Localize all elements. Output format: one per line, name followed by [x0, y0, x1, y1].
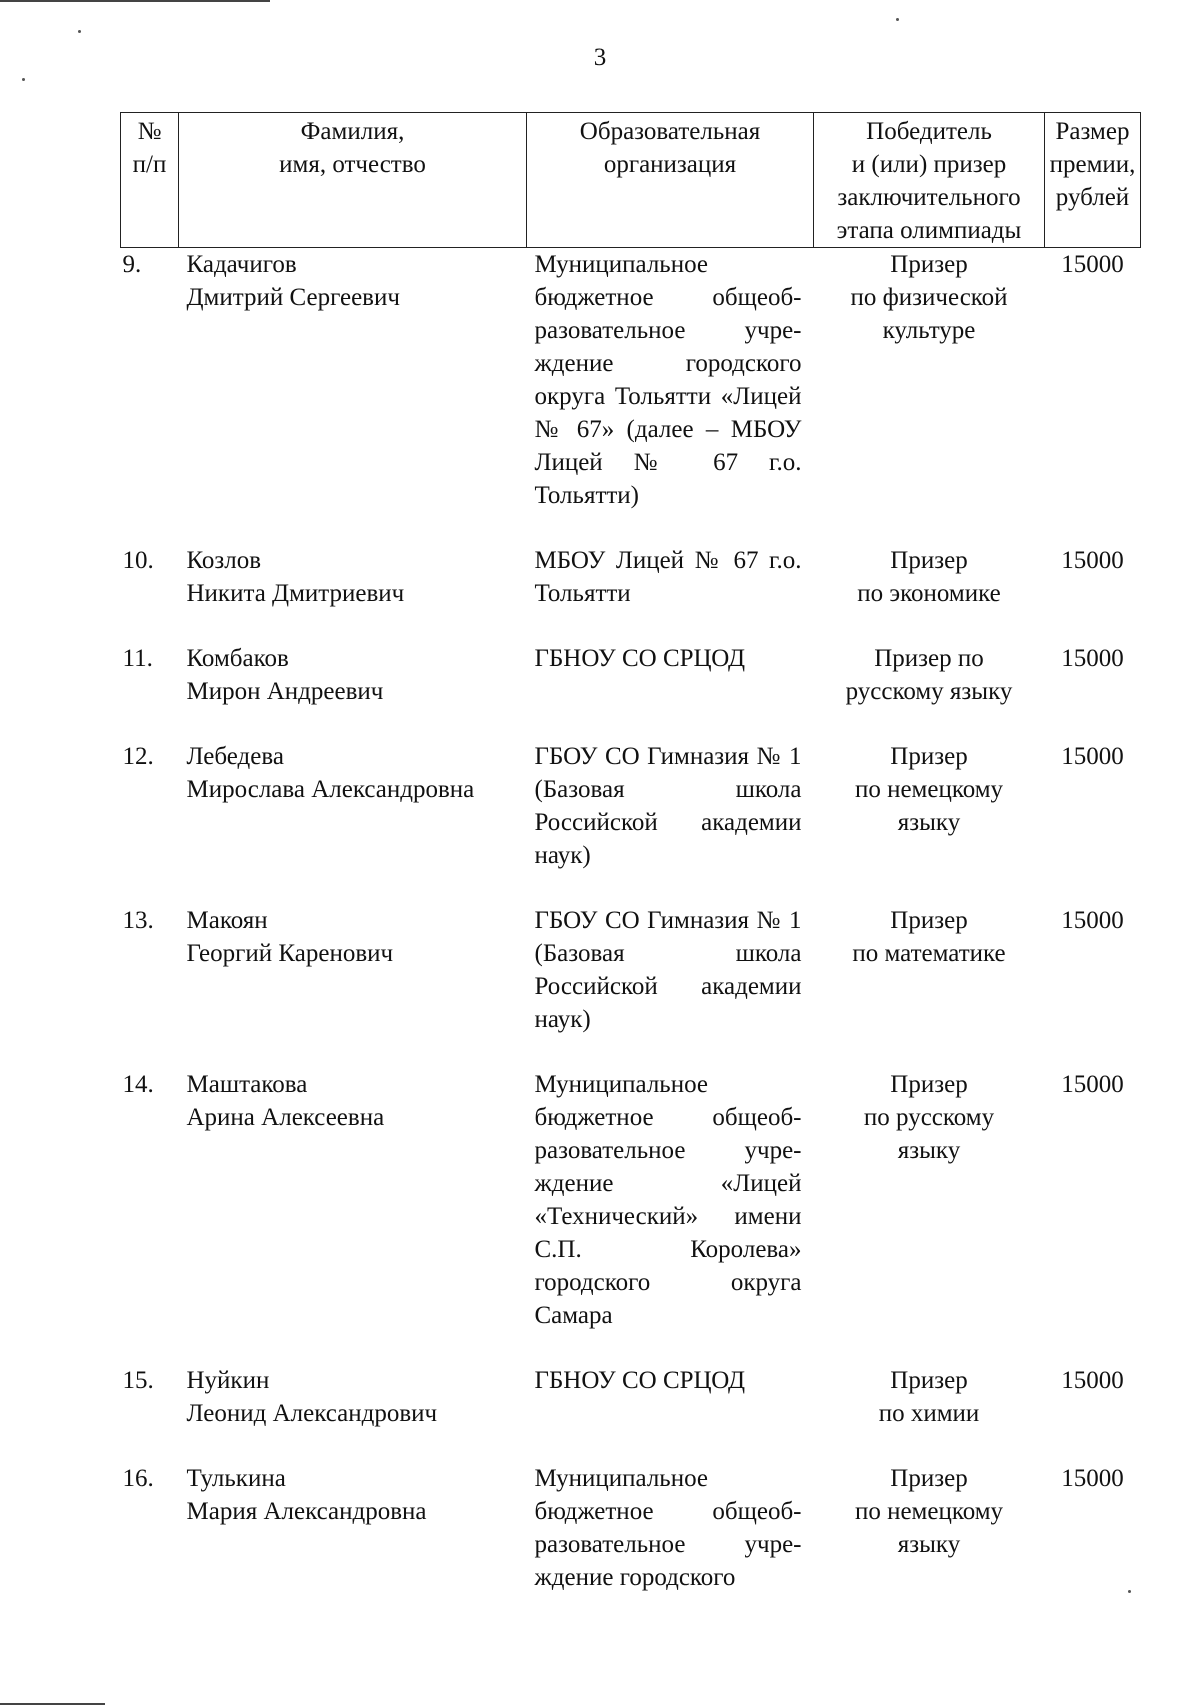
- row-organization: Муниципальное бюджетное общеобразовательное учреждение городского округа Тольятти «Лицей № 67» (далее – МБОУ Лицей № 67 г.о. Тольятти): [534, 251, 802, 509]
- row-number: 15.: [122, 1367, 154, 1394]
- row-full-name: Тулькина Мария Александровна: [186, 1465, 427, 1525]
- row-status: Призер по русскому языку: [863, 1071, 995, 1164]
- row-full-name: Нуйкин Леонид Александрович: [186, 1367, 438, 1427]
- header-amount: Размер премии, рублей: [1045, 113, 1141, 248]
- table-row: [121, 248, 1141, 545]
- scan-speck: [78, 30, 81, 33]
- row-organization: ГБНОУ СО СРЦОД: [534, 645, 746, 672]
- laureates-table: [120, 112, 1141, 1626]
- table-row: [121, 1068, 1141, 1364]
- table-row: [121, 904, 1141, 1068]
- row-number: 14.: [122, 1071, 154, 1098]
- row-full-name: Лебедева Мирослава Александровна: [186, 743, 475, 803]
- table-row: [121, 740, 1141, 904]
- row-number: 12.: [122, 743, 154, 770]
- row-amount: 15000: [1061, 547, 1124, 574]
- row-organization: ГБОУ СО Гимназия № 1 (Базовая школа Российской академии наук): [534, 743, 802, 869]
- row-organization: Муниципальное бюджетное общеобразовательное учреждение городского: [534, 1465, 802, 1591]
- row-status: Призер по математике: [852, 907, 1006, 967]
- row-status: Призер по русскому языку: [845, 645, 1013, 705]
- row-status: Призер по немецкому языку: [854, 1465, 1004, 1558]
- row-amount: 15000: [1061, 645, 1124, 672]
- row-number: 16.: [122, 1465, 154, 1492]
- row-full-name: Кадачигов Дмитрий Сергеевич: [186, 251, 400, 311]
- scan-top-edge-line: [0, 0, 270, 2]
- header-number: № п/п: [121, 113, 179, 248]
- row-organization: МБОУ Лицей № 67 г.о. Тольятти: [534, 547, 802, 607]
- row-status: Призер по химии: [878, 1367, 980, 1427]
- scan-speck: [22, 78, 25, 81]
- row-amount: 15000: [1061, 907, 1124, 934]
- row-number: 10.: [122, 547, 154, 574]
- row-full-name: Комбаков Мирон Андреевич: [186, 645, 384, 705]
- row-status: Призер по физической культуре: [850, 251, 1008, 344]
- row-amount: 15000: [1061, 251, 1124, 278]
- row-organization: ГБОУ СО Гимназия № 1 (Базовая школа Российской академии наук): [534, 907, 802, 1033]
- table-row: [121, 1364, 1141, 1462]
- row-status: Призер по немецкому языку: [854, 743, 1004, 836]
- table-row: [121, 1462, 1141, 1626]
- row-amount: 15000: [1061, 1367, 1124, 1394]
- table-header-row: [121, 113, 1141, 248]
- row-number: 9.: [122, 251, 142, 278]
- row-amount: 15000: [1061, 1465, 1124, 1492]
- row-amount: 15000: [1061, 743, 1124, 770]
- header-organization: Образовательная организация: [527, 113, 814, 248]
- page-number: 3: [593, 44, 607, 71]
- header-full-name: Фамилия, имя, отчество: [179, 113, 527, 248]
- row-status: Призер по экономике: [857, 547, 1001, 607]
- row-number: 13.: [122, 907, 154, 934]
- row-organization: ГБНОУ СО СРЦОД: [534, 1367, 746, 1394]
- row-full-name: Макоян Георгий Каренович: [186, 907, 394, 967]
- row-full-name: Маштакова Арина Алексеевна: [186, 1071, 385, 1131]
- row-organization: Муниципальное бюджетное общеобразовательное учреждение «Лицей «Технический» имени С.П. Королева» городского округа Самара: [534, 1071, 802, 1329]
- row-full-name: Козлов Никита Дмитриевич: [186, 547, 405, 607]
- scan-speck: [896, 18, 899, 21]
- table-row: [121, 544, 1141, 642]
- table-row: [121, 642, 1141, 740]
- row-amount: 15000: [1061, 1071, 1124, 1098]
- header-status: Победитель и (или) призер заключительного этапа олимпиады: [814, 113, 1045, 248]
- row-number: 11.: [122, 645, 153, 672]
